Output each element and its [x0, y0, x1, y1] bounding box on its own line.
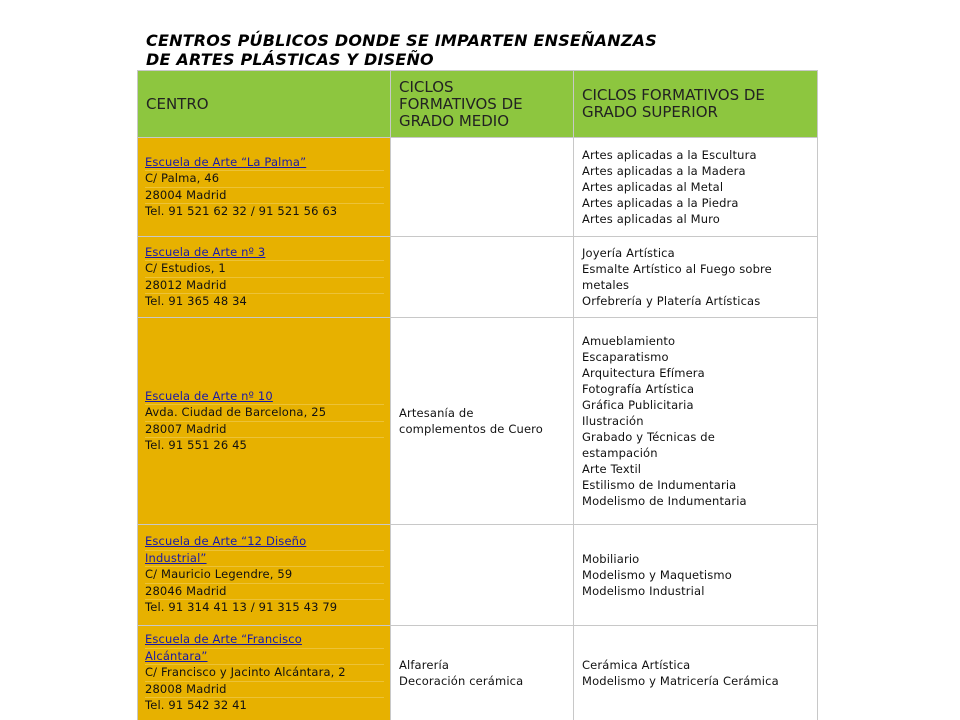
superior-course: Joyería Artística — [582, 246, 675, 260]
grado-superior-cell — [574, 626, 818, 720]
superior-course: Grabado y Técnicas de — [582, 430, 715, 444]
superior-course: Artes aplicadas a la Piedra — [582, 196, 739, 210]
grado-medio-cell — [391, 318, 574, 525]
header-medio-line-1: CICLOS — [399, 77, 454, 96]
superior-course: Mobiliario — [582, 552, 640, 566]
header-medio-line-2: FORMATIVOS DE — [399, 94, 523, 113]
school-link-arte-10[interactable]: Escuela de Arte nº 10 — [145, 388, 273, 403]
center-phone: Tel. 91 551 26 45 — [145, 438, 248, 452]
superior-course: Modelismo Industrial — [582, 584, 705, 598]
school-link-francisco-alcantara[interactable]: Escuela de Arte “Francisco — [145, 632, 302, 647]
table-row — [138, 237, 818, 318]
medio-course: complementos de Cuero — [399, 422, 543, 436]
center-phone: Tel. 91 314 41 13 / 91 315 43 79 — [145, 600, 338, 615]
center-city: 28008 Madrid — [145, 682, 384, 699]
superior-course: Estilismo de Indumentaria — [582, 478, 737, 492]
center-city: 28046 Madrid — [145, 584, 384, 601]
center-cell — [138, 626, 391, 720]
superior-course: Artes aplicadas a la Madera — [582, 164, 746, 178]
superior-course: Modelismo y Matricería Cerámica — [582, 674, 779, 688]
grado-medio-cell — [391, 237, 574, 318]
table-row — [138, 318, 818, 525]
center-address: C/ Francisco y Jacinto Alcántara, 2 — [145, 665, 384, 682]
table-row — [138, 525, 818, 626]
superior-course: Artes aplicadas a la Escultura — [582, 148, 757, 162]
center-cell — [138, 525, 391, 626]
center-cell — [138, 138, 391, 237]
header-superior-line-2: GRADO SUPERIOR — [582, 103, 718, 121]
center-phone: Tel. 91 521 62 32 / 91 521 56 63 — [145, 204, 338, 218]
grado-medio-cell — [391, 525, 574, 626]
superior-course: Modelismo y Maquetismo — [582, 568, 732, 582]
superior-course: Esmalte Artístico al Fuego sobre — [582, 262, 772, 276]
center-city: 28004 Madrid — [145, 188, 384, 205]
superior-course: Arte Textil — [582, 462, 642, 476]
medio-course: Artesanía de — [399, 406, 474, 420]
center-address: Avda. Ciudad de Barcelona, 25 — [145, 405, 384, 422]
center-cell — [138, 318, 391, 525]
center-address: C/ Mauricio Legendre, 59 — [145, 567, 384, 584]
center-cell — [138, 237, 391, 318]
superior-course: Escaparatismo — [582, 350, 669, 364]
superior-course: Artes aplicadas al Metal — [582, 180, 724, 194]
table-header-row — [138, 71, 818, 138]
table-row — [138, 626, 818, 720]
school-link-arte-3[interactable]: Escuela de Arte nº 3 — [145, 244, 266, 259]
grado-superior-cell — [574, 237, 818, 318]
centers-table — [137, 70, 818, 720]
grado-superior-cell — [574, 318, 818, 525]
center-address: C/ Palma, 46 — [145, 171, 384, 188]
superior-course: Gráfica Publicitaria — [582, 398, 694, 412]
superior-course: Orfebrería y Platería Artísticas — [582, 294, 761, 308]
medio-course: Alfarería — [399, 658, 450, 672]
superior-course: estampación — [582, 446, 658, 460]
superior-course: Arquitectura Efímera — [582, 366, 705, 380]
school-link-12-diseno-industrial-cont[interactable]: Industrial” — [145, 550, 207, 565]
header-superior-line-1: CICLOS FORMATIVOS DE — [582, 86, 765, 104]
center-city: 28012 Madrid — [145, 278, 384, 295]
medio-course: Decoración cerámica — [399, 674, 524, 688]
center-city: 28007 Madrid — [145, 422, 384, 439]
school-link-francisco-alcantara-cont[interactable]: Alcántara” — [145, 648, 208, 663]
header-grado-superior — [574, 71, 818, 138]
superior-course: Ilustración — [582, 414, 644, 428]
center-phone: Tel. 91 542 32 41 — [145, 698, 248, 713]
header-grado-medio — [391, 71, 574, 138]
grado-superior-cell — [574, 138, 818, 237]
superior-course: Fotografía Artística — [582, 382, 695, 396]
page-title-line-1: CENTROS PÚBLICOS DONDE SE IMPARTEN ENSEÑANZAS — [146, 31, 657, 50]
center-phone: Tel. 91 365 48 34 — [145, 294, 248, 308]
superior-course: metales — [582, 278, 630, 292]
grado-superior-cell — [574, 525, 818, 626]
superior-course: Artes aplicadas al Muro — [582, 212, 720, 226]
grado-medio-cell — [391, 626, 574, 720]
page-title — [146, 31, 826, 69]
superior-course: Cerámica Artística — [582, 658, 691, 672]
header-medio-line-3: GRADO MEDIO — [399, 111, 510, 130]
school-link-12-diseno-industrial[interactable]: Escuela de Arte “12 Diseño — [145, 534, 307, 549]
center-address: C/ Estudios, 1 — [145, 261, 384, 278]
page-title-line-2: DE ARTES PLÁSTICAS Y DISEÑO — [146, 50, 434, 69]
school-link-la-palma[interactable]: Escuela de Arte “La Palma” — [145, 154, 307, 169]
grado-medio-cell — [391, 138, 574, 237]
table-row — [138, 138, 818, 237]
header-centro — [138, 71, 391, 138]
superior-course: Amueblamiento — [582, 334, 676, 348]
superior-course: Modelismo de Indumentaria — [582, 494, 747, 508]
header-centro-label: CENTRO — [146, 94, 209, 113]
